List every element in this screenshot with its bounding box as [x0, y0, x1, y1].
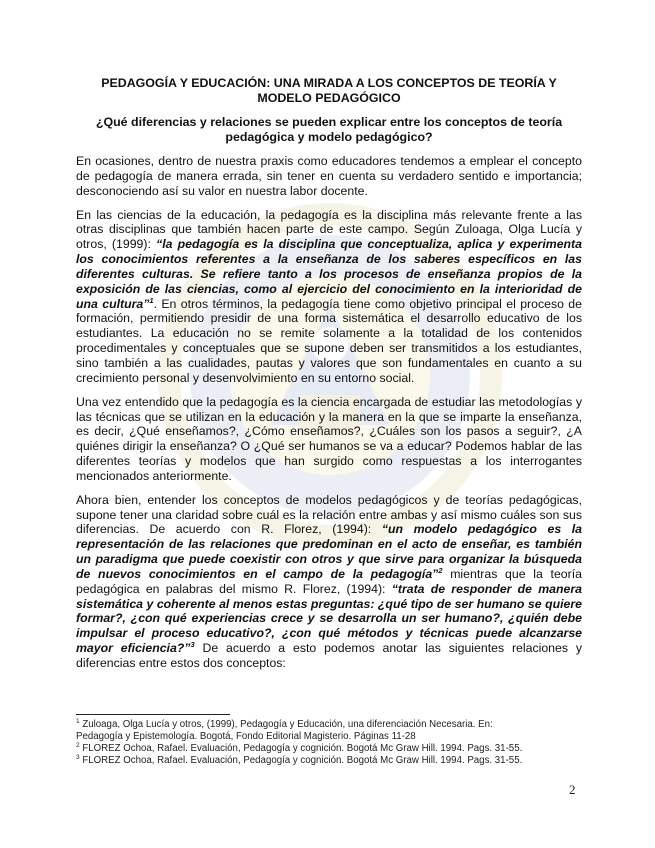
document-page [76, 76, 582, 671]
footnote-2 [76, 743, 582, 755]
footnote-3-text: FLOREZ Ochoa, Rafael. Evaluación, Pedagogía y cognición. Bogotá Mc Graw Hill. 1994. Pags. 31-55. [82, 755, 523, 766]
footnote-1-continued: Pedagogía y Epistemología. Bogotá, Fondo Editorial Magisterio. Páginas 11-28 [76, 731, 416, 742]
paragraph-4 [76, 493, 582, 671]
footnote-ref-2: 2 [438, 565, 443, 575]
paragraph-1: En ocasiones, dentro de nuestra praxis como educadores tendemos a emplear el concepto de pedagogía de manera errada, sin tener en cuenta su verdadero sentido e importancia; desconociendo así su valor en nuestra labor docente. [76, 154, 582, 198]
footnote-3-number: 3 [76, 753, 80, 761]
footnote-ref-3: 3 [190, 640, 195, 650]
footnote-2-number: 2 [76, 741, 80, 749]
footnote-1-number: 1 [76, 717, 80, 725]
paragraph-4-intro: Ahora bien, entender los conceptos de modelos pedagógicos y de teorías pedagógicas, supone tener una claridad sobre cuál es la relación entre ambas y así mismo cuáles son sus diferencias. De acuerdo con R. Florez, (1994): [76, 492, 582, 537]
paragraph-4-middle: mientras que la teoría pedagógica en palabras del mismo R. Florez, (1994): [76, 566, 582, 596]
footnote-1 [76, 719, 582, 731]
florez-quote-1: “un modelo pedagógico es la representación de las relaciones que predominan en el acto de enseñar, es también un paradigma que puede coexistir con otros y que sirve para organizar la búsqueda de nuevos conocimientos en el campo de la pedagogía” [76, 522, 583, 581]
footnote-ref-1: 1 [149, 295, 154, 305]
document-subtitle: ¿Qué diferencias y relaciones se pueden explicar entre los conceptos de teoría pedagógica y modelo pedagógico? [95, 115, 563, 144]
paragraph-2-intro: En las ciencias de la educación, la pedagogía es la disciplina más relevante frente a las otras disciplinas que también hacen parte de este campo. Según Zuloaga, Olga Lucía y otros, (1999): [76, 207, 582, 252]
paragraph-2-after: . En otros términos, la pedagogía tiene como objetivo principal el proceso de formación, permitiendo presidir de una forma sistemática el desarrollo educativo de los estudiantes. La educación no se remite solamente a la totalidad de los contenidos procedimentales y conceptuales que se supone deben ser transmitidos a los estudiantes, sino también a las cualidades, pautas y valores que son fundamentales en cuanto a su crecimiento personal y desenvolvimiento en su entorno social. [76, 296, 582, 385]
paragraph-2 [76, 208, 582, 386]
footnote-3 [76, 755, 582, 767]
footnote-1-text: Zuloaga, Olga Lucía y otros, (1999), Pedagogía y Educación, una diferenciación Necesaria. En: [82, 719, 493, 730]
florez-quote-2: “trata de responder de manera sistemática y coherente al menos estas preguntas: ¿qué tipo de ser humano se quiere formar?, ¿con qué experiencias crece y se desarrolla un ser humano?, ¿quién debe impulsar el proceso educativo?, ¿con qué métodos y técnicas puede alcanzarse mayor eficiencia?” [76, 581, 582, 656]
paragraph-4-after: De acuerdo a esto podemos anotar las siguientes relaciones y diferencias entre estos dos conceptos: [76, 641, 582, 670]
document-title: PEDAGOGÍA Y EDUCACIÓN: UNA MIRADA A LOS CONCEPTOS DE TEORÍA Y MODELO PEDAGÓGICO [101, 76, 557, 105]
footnote-2-text: FLOREZ Ochoa, Rafael. Evaluación, Pedagogía y cognición. Bogotá Mc Graw Hill. 1994. Pags. 31-55. [82, 743, 523, 754]
page-number: 2 [569, 782, 576, 797]
zuloaga-quote: “la pedagogía es la disciplina que conceptualiza, aplica y experimenta los conocimientos referentes a la enseñanza de los saberes específicos en las diferentes culturas. Se refiere tanto a los procesos de enseñanza propios de la exposición de las ciencias, como al ejercicio del conocimiento en la interioridad de una cultura” [76, 237, 582, 311]
paragraph-3: Una vez entendido que la pedagogía es la ciencia encargada de estudiar las metodologías y las técnicas que se utilizan en la educación y la manera en la que se imparte la enseñanza, es decir, ¿Qué enseñamos?, ¿Cómo enseñamos?, ¿Cuáles son los pasos a seguir?, ¿A quiénes dirigir la enseñanza? O ¿Qué ser humanos se va a educar? Podemos hablar de las diferentes teorías y modelos que han surgido como respuestas a los interrogantes mencionados anteriormente. [76, 394, 582, 483]
footnote-divider [76, 714, 230, 715]
footnotes [76, 719, 582, 767]
